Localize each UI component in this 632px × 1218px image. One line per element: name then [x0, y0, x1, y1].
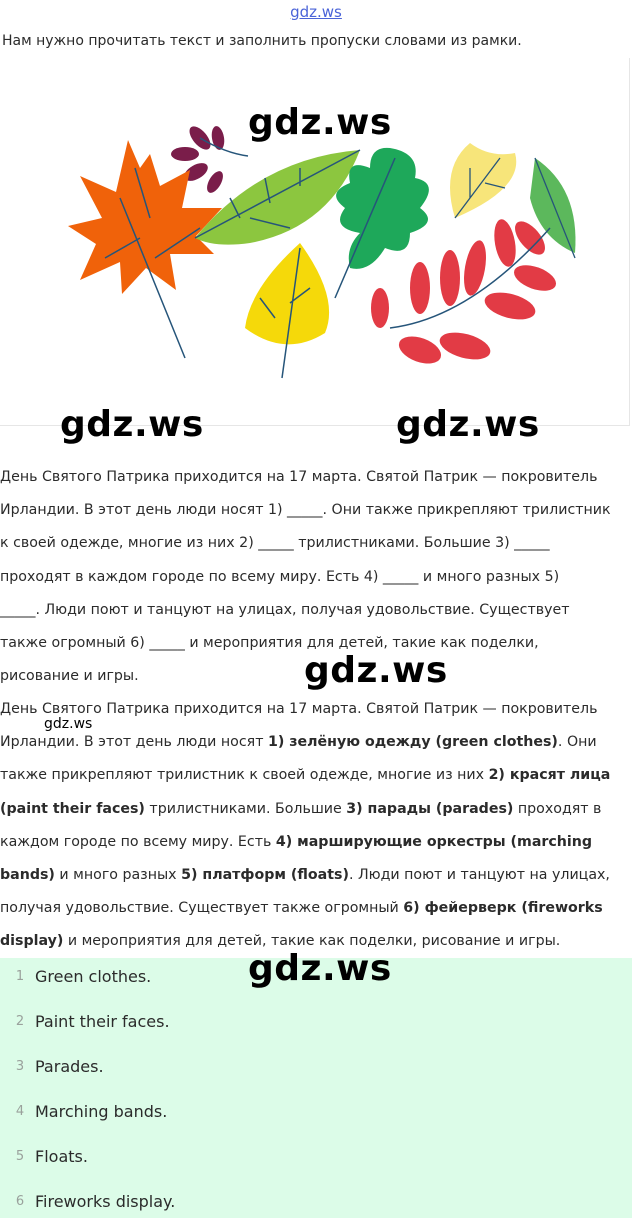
item-text: Floats.: [35, 1146, 88, 1166]
autumn-leaves-image: [0, 58, 630, 426]
watermark-overlay: gdz.ws: [248, 102, 392, 143]
item-text: Paint their faces.: [35, 1011, 170, 1031]
answer-5: 5) платформ (floats): [181, 867, 349, 884]
answer-2: 2) красят лица (paint their faces): [0, 767, 611, 817]
answer-text-part: трилистниками. Большие: [144, 800, 347, 817]
answer-6: 6) фейерверк (fireworks display): [0, 900, 603, 950]
item-text: Parades.: [35, 1056, 104, 1076]
watermark-top[interactable]: gdz.ws: [290, 3, 342, 21]
item-number: 5: [15, 1148, 25, 1164]
list-item: [0, 1186, 175, 1216]
answer-text-part: День Святого Патрика приходится на 17 марта. Святой Патрик — покровитель Ирландии. В этот день люди носят: [0, 701, 598, 751]
task-line: рисование и игры.: [0, 668, 139, 685]
item-text: Fireworks display.: [35, 1191, 176, 1211]
answer-text-part: и мероприятия для детей, такие как поделки, рисование и игры.: [63, 933, 561, 950]
list-item: [0, 1096, 167, 1126]
answer-text-part: и много разных: [54, 867, 182, 884]
item-text: Marching bands.: [35, 1101, 168, 1121]
answer-text-part: . Они также прикрепляют трилистник к своей одежде, многие из них: [0, 734, 597, 784]
task-line: также огромный 6) _____ и мероприятия для детей, такие как поделки,: [0, 635, 539, 652]
item-number: 6: [15, 1193, 25, 1209]
task-line: к своей одежде, многие из них 2) _____ трилистниками. Большие 3) _____: [0, 535, 550, 552]
task-line: проходят в каждом городе по всему миру. Есть 4) _____ и много разных 5): [0, 568, 560, 585]
answer-text-part: . Люди поют и танцуют на улицах, получая удовольствие. Существует также огромный: [0, 867, 610, 917]
answers-list: [0, 958, 632, 1218]
item-number: 3: [15, 1058, 25, 1074]
green-leaf: [195, 150, 360, 245]
task-line: _____. Люди поют и танцуют на улицах, получая удовольствие. Существует: [0, 601, 570, 618]
leaves-illustration: [0, 58, 630, 426]
answer-4: 4) марширующие оркестры (marching bands): [0, 833, 593, 884]
list-item: [0, 1051, 104, 1081]
answer-text-part: проходят в каждом городе по всему миру. Есть: [0, 800, 602, 850]
watermark-left: gdz.ws: [60, 404, 204, 445]
item-number: 2: [15, 1013, 25, 1029]
answer-1: 1) зелёную одежду (green clothes): [267, 734, 558, 751]
item-number: 1: [15, 968, 25, 984]
yellow-leaf-small: [450, 143, 516, 218]
item-number: 4: [15, 1103, 25, 1119]
yellow-leaf-large: [245, 243, 329, 378]
watermark-middle: gdz.ws: [304, 650, 448, 691]
watermark-right: gdz.ws: [396, 404, 540, 445]
list-item: [0, 961, 151, 991]
answer-3: 3) парады (parades): [346, 800, 514, 817]
task-line: Ирландии. В этот день люди носят 1) _____. Они также прикрепляют трилистник: [0, 502, 611, 519]
answer-paragraph: [0, 693, 630, 959]
watermark-bottom: gdz.ws: [248, 948, 392, 989]
list-item: [0, 1006, 170, 1036]
task-line: День Святого Патрика приходится на 17 марта. Святой Патрик — покровитель: [0, 469, 598, 485]
task-intro: Нам нужно прочитать текст и заполнить пропуски словами из рамки.: [2, 33, 522, 49]
list-item: [0, 1141, 88, 1171]
item-text: Green clothes.: [35, 966, 152, 986]
watermark-small: gdz.ws: [44, 716, 93, 732]
